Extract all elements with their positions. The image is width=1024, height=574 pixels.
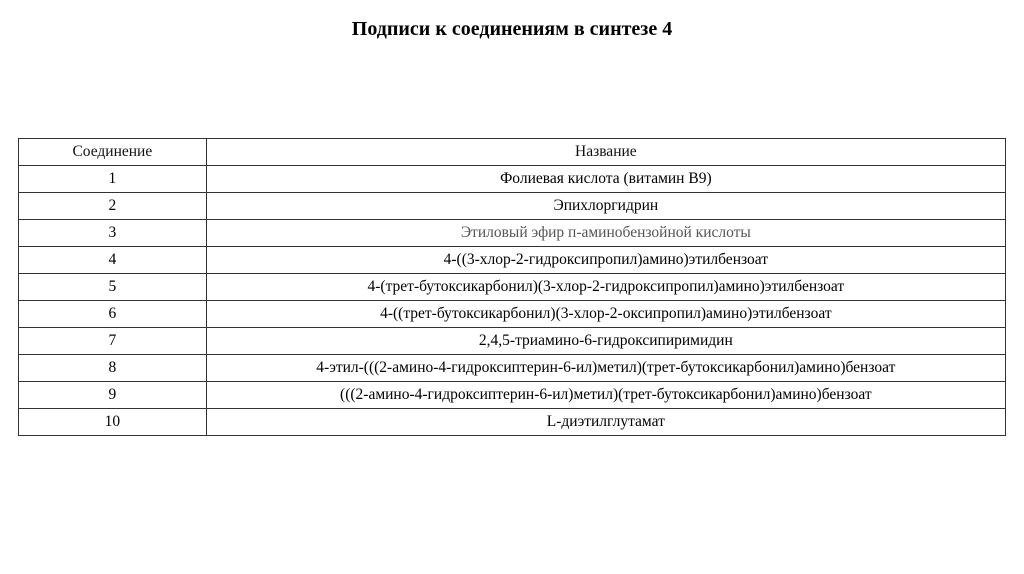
compound-id: 6: [19, 301, 207, 328]
table-row: [19, 301, 1006, 328]
column-header-compound: Соединение: [19, 139, 207, 166]
compound-id: 7: [19, 328, 207, 355]
compound-name: L-диэтилглутамат: [206, 409, 1005, 436]
compounds-table: [18, 138, 1006, 436]
compound-id: 8: [19, 355, 207, 382]
table-row: [19, 220, 1006, 247]
compound-name: 2,4,5-триамино-6-гидроксипиримидин: [206, 328, 1005, 355]
column-header-name: Название: [206, 139, 1005, 166]
compound-name: Фолиевая кислота (витамин В9): [206, 166, 1005, 193]
table-row: [19, 247, 1006, 274]
compound-name: 4-(трет-бутоксикарбонил)(3-хлор-2-гидроксипропил)амино)этилбензоат: [206, 274, 1005, 301]
compound-id: 4: [19, 247, 207, 274]
compound-id: 2: [19, 193, 207, 220]
compound-id: 10: [19, 409, 207, 436]
compound-name: Эпихлоргидрин: [206, 193, 1005, 220]
table-row: [19, 409, 1006, 436]
table-row: [19, 274, 1006, 301]
compound-name: 4-((трет-бутоксикарбонил)(3-хлор-2-оксипропил)амино)этилбензоат: [206, 301, 1005, 328]
compound-name: (((2-амино-4-гидроксиптерин-6-ил)метил)(трет-бутоксикарбонил)амино)бензоат: [206, 382, 1005, 409]
compound-id: 1: [19, 166, 207, 193]
table-row: [19, 166, 1006, 193]
table-header-row: [19, 139, 1006, 166]
table-row: [19, 193, 1006, 220]
table-row: [19, 328, 1006, 355]
table-row: [19, 382, 1006, 409]
compound-name: 4-((3-хлор-2-гидроксипропил)амино)этилбензоат: [206, 247, 1005, 274]
compound-id: 3: [19, 220, 207, 247]
compound-id: 5: [19, 274, 207, 301]
compound-name: 4-этил-(((2-амино-4-гидроксиптерин-6-ил)метил)(трет-бутоксикарбонил)амино)бензоат: [206, 355, 1005, 382]
table-row: [19, 355, 1006, 382]
compound-name: Этиловый эфир п-аминобензойной кислоты: [206, 220, 1005, 247]
compound-id: 9: [19, 382, 207, 409]
page-title: Подписи к соединениям в синтезе 4: [351, 18, 673, 40]
